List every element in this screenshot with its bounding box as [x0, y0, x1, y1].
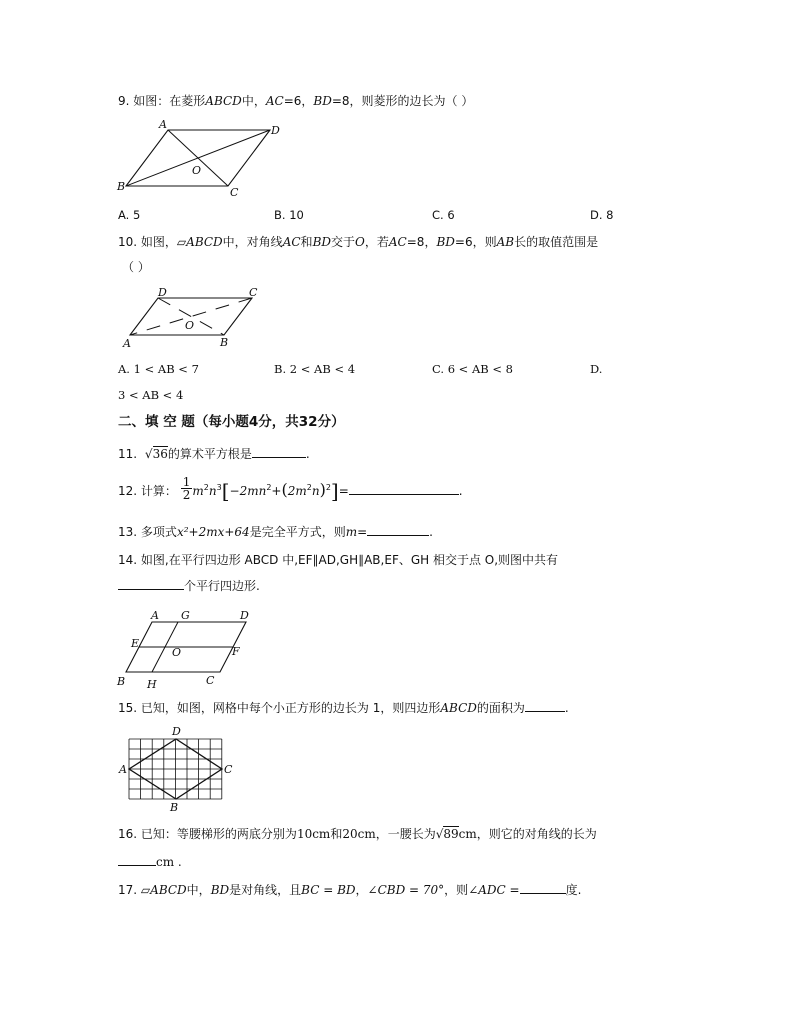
q14-label-f: F — [232, 645, 240, 658]
q9-stem: 9. 如图：在菱形ABCD中，AC=6，BD=8，则菱形的边长为（ ） — [118, 94, 474, 108]
q10-option-b: B. 2 < AB < 4 — [274, 362, 356, 376]
q9-label-b: B — [117, 180, 126, 193]
q12-stem: 12. 计算： $\frac{1}{2}$ $m^2n^3[-2mn^2+(2m^2n)^2]=$ . — [118, 475, 463, 503]
q10-paren: （ ） — [122, 260, 150, 274]
q14-label-h: H — [147, 678, 157, 691]
q14-label-b: B — [117, 675, 126, 688]
q10-option-c: C. 6 < AB < 8 — [432, 362, 513, 376]
q13-stem: 13. 多项式x²+2mx+64是完全平方式，则m= . — [118, 525, 433, 539]
section-title-fill-in: 二、填 空 题（每小题4分，共32分） — [118, 414, 345, 430]
q10-label-d: D — [158, 286, 167, 299]
q10-option-d: D. — [590, 362, 603, 376]
q15-label-c: C — [224, 763, 233, 776]
q10-label-c: C — [249, 286, 258, 299]
q15-stem: 15. 已知，如图，网格中每个小正方形的边长为 1，则四边形ABCD的面积为 . — [118, 701, 569, 715]
q16-stem-line2: cm . — [118, 854, 182, 870]
q14-stem: 14. 如图,在平行四边形 ABCD 中,EF∥AD,GH∥AB,EF、GH 相交于点 O,则图中共有 — [118, 553, 559, 567]
q11-stem: 11. √36的算术平方根是 . — [118, 447, 310, 461]
q9-label-c: C — [230, 186, 239, 199]
q14-label-c: C — [206, 674, 215, 687]
q14-label-e: E — [131, 637, 140, 650]
q10-label-a: A — [123, 337, 131, 350]
q16-stem: 16. 已知：等腰梯形的两底分别为10cm和20cm，一腰长为√89cm，则它的对角线的长为 — [118, 827, 597, 841]
q9-label-d: D — [271, 124, 280, 137]
q15-label-b: B — [170, 801, 179, 814]
q14-label-a: A — [151, 609, 159, 622]
q10-stem: 10. 如图，▱ABCD中，对角线AC和BD交于O，若AC=8，BD=6，则AB长的取值范围是 — [118, 235, 599, 249]
q10-option-a: A. 1 < AB < 7 — [118, 362, 199, 376]
q14-label-g: G — [181, 609, 190, 622]
q9-label-a: A — [159, 118, 167, 131]
q15-label-a: A — [119, 763, 127, 776]
q15-label-d: D — [172, 725, 181, 738]
q14-stem-line2: 个平行四边形. — [118, 578, 260, 594]
q10-option-d-value: 3 < AB < 4 — [118, 388, 184, 402]
q17-stem: 17. ▱ABCD中，BD是对角线，且BC = BD，∠CBD = 70°，则∠ADC = 度. — [118, 883, 582, 897]
q9-option-b: B. 10 — [274, 208, 304, 222]
q14-label-o: O — [172, 646, 182, 659]
q10-label-o: O — [185, 319, 195, 332]
q9-label-o: O — [192, 164, 202, 177]
q10-label-b: B — [220, 336, 229, 349]
q9-option-c: C. 6 — [432, 208, 455, 222]
q17-answer-blank — [520, 883, 566, 894]
q16-answer-blank — [118, 855, 156, 866]
q9-option-d: D. 8 — [590, 208, 614, 222]
q9-option-a: A. 5 — [118, 208, 141, 222]
q14-label-d: D — [240, 609, 249, 622]
